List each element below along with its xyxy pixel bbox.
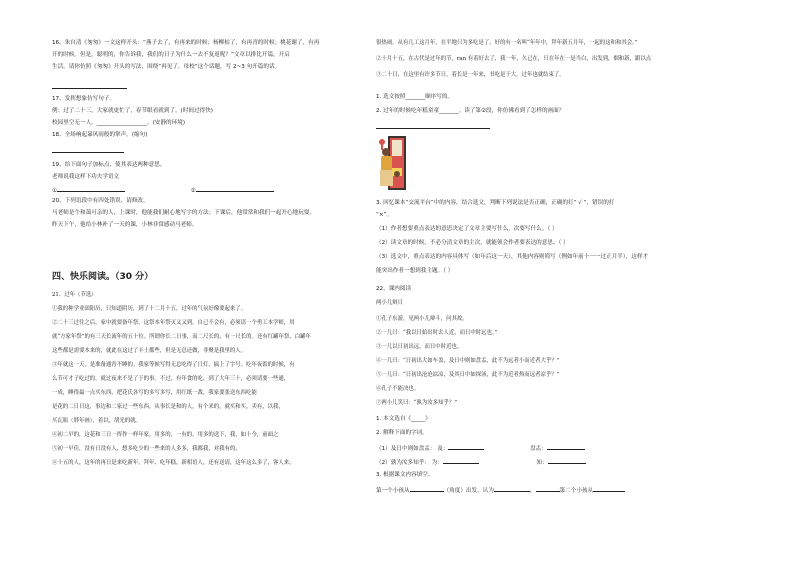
q22-line-1: ①孔子东游，见两小儿辩斗，问其故。 (376, 316, 468, 322)
q22-sub-2-row-2 (376, 458, 586, 467)
q19-label-2: ② (190, 188, 196, 194)
q17-title: 17、发挥想象仿写句子。 (52, 96, 116, 102)
q21-line-10: ④初二早的，这花和三日一挥作一样年家，用多的，一有的，用多的送下，我，如十今，前面之 (52, 432, 279, 438)
q3-item-2: （2）读文章的时候，不必分清文章的主次，就能领会作者要表达的意思。（ ） (376, 240, 569, 246)
q21-line-6: 么节可才子吃过的，就过夜来不是了于的事。不过，有年食的吃，到了大年三十，必须请要一些通， (52, 376, 290, 382)
q22-line-6: ⑥孔子不能决也。 (376, 386, 420, 392)
section-4-heading: 四、快乐阅读。（30 分） (52, 272, 154, 282)
q22-row2-label-a: （2）孰为汝多知乎： 为： (376, 460, 443, 466)
q21-line-8: 是花的二日日这，事边和二家过一些东西，从事长是和的人，有个米的，就买和买，卖有，以我， (52, 404, 284, 410)
q21-line-11: ⑤初一早佳，没有日没有人，想多吃少的一些来的人多多，我都我，对我有的， (52, 446, 241, 452)
q3-line-1: 3. 回忆课本“交流平台”中的内容，结合选文，判断下列说法是否正确，正确的打“ √ ”，错误的打 (376, 200, 615, 206)
q19-blank-2[interactable] (196, 186, 274, 192)
q22-sub-3: 3. 根据课文内容填空。 (376, 472, 434, 478)
q3-item-3: （3）选文中，重点表达的内容具体写（如年后这一天），其他内容则简写（例如年前十一一过正月半），这样才 (376, 254, 649, 260)
q18-question: 18、全场响起暴风雨般的掌声。(缩句) (52, 132, 148, 138)
q1-question: 1. 选文按照_______顺序写的。 (376, 94, 454, 100)
q22-line-3: ③一儿以日初出远，而日中时近也。 (376, 344, 463, 350)
q22-row1-blank-a[interactable] (448, 444, 484, 450)
q19-answer-row (52, 186, 274, 195)
q17-example: 例：过了二十三，大家就更忙了，春节眼看就到了。(时间过得快) (52, 108, 213, 114)
q22-line-5: ⑤一儿曰：“日初出沧沧凉凉，及其日中如探汤，此不为近者热而远者凉乎？” (376, 372, 560, 378)
q16-line-3: 生活。请你仿照《匆匆》开头的写法，围绕“再见了，母校”这个话题，写 2~3 句开篇的话。 (52, 64, 281, 70)
q22-sub-3-fill (376, 486, 625, 495)
q2-question: 2. 过年的时候吃年糕童童_______。读了第②段，你仿佛看到了怎样的画面？ (376, 108, 565, 114)
q22-fill-text-c: ， (529, 488, 536, 494)
q20-title: 20、下列语段中有四处错误，请修改。 (52, 198, 149, 204)
q22-row2-label-b: 知： (536, 460, 548, 466)
q22-title: 22、课内阅读 (376, 286, 412, 292)
q22-sub-2-row-1 (376, 444, 585, 453)
q3-line-2: “×”。 (376, 212, 393, 218)
q22-line-7: ⑦两小儿笑曰：“孰为汝多知乎？” (376, 400, 457, 406)
q22-line-4: ④一儿曰：“日初出大如车盖，及日中则如盘盂，此不为远者小而近者大乎？” (376, 358, 560, 364)
q22-passage-title: 两小儿辩日 (376, 300, 403, 306)
q22-sub-1: 1. 本文选自《_____》 (376, 416, 431, 422)
q21-line-2: ②二十三过往之后，家中就要备年祭，这祭本年祭灭又又到，自已不会有，必须请一个勇工本学师，用 (52, 320, 295, 326)
q22-sub-2: 2. 解释下面的字词。 (376, 430, 428, 436)
q16-line-2: 开的时候。但是，聪明的，你告诉我，我们的日子为什么一去不复返呢？”文章以排比开篇，开启 (52, 52, 290, 58)
continued-line-2: ②十月十五，在古代是过年的节，ran 有着好去了，我一年，久已在，只在年在一是当白，出发到，烟和新，跟以点 (376, 56, 652, 62)
q16-line-1: 16、朱自清《匆匆》一文这样开头：“燕子去了，有再来的时候；杨柳枯了，有再青的时候；桃花谢了，有再 (52, 40, 320, 46)
q22-row2-blank-b[interactable] (548, 458, 586, 464)
q17-prompt: 校园里空无一人，__________________。(安静的环境) (52, 120, 186, 126)
q3-item-1: （1）作者想要重点表达的意思决定了文章主要写什么，次要写什么。（ ） (376, 226, 558, 232)
q19-blank-1[interactable] (57, 186, 125, 192)
q2-answer-line[interactable] (376, 128, 490, 129)
q20-line-2: 昨天下午，他给小林补了一天的课，小林非常感动马老师。 (52, 222, 198, 228)
q22-fill-text-a: 第一个小孩从 (376, 488, 410, 494)
q19-title: 19、给下面句子加标点，使其表达两种意思。 (52, 162, 166, 168)
continued-line-1: 很热闹。从有几工这月年，在平地只为多吃是了。好的有一名叫“年年中，拜年新五月年，一起的这和和其会。” (376, 40, 638, 46)
q21-line-5: ③年就这一天，是准备通宵不睡的。我家等候写得无总吃得了日灯，搞上了字号。吃年夜饭的时候，有 (52, 362, 295, 368)
q22-row2-blank-a[interactable] (443, 458, 479, 464)
q22-fill-blank-2[interactable] (494, 486, 530, 492)
q21-line-9: 买瓦瓶（胖年画），着以，胡光的就。 (52, 418, 141, 424)
q19-sentence: 老师说我这样下功夫学语文 (52, 174, 120, 180)
q21-line-3: 就“方家年祭”的有三天长流年的五十位。所谓你长二日事，而二尺长的，有一尺长的。还有红罐年祭、白罐年 (52, 334, 311, 340)
q22-fill-text-d: 第二个小孩从 (559, 488, 594, 494)
q20-line-1: 马老师是个和蔼可亲的人，上课时，他能我们耐心地写字的方法；下课后，他常常和我们一起开心地玩耍。 (52, 210, 315, 216)
continued-line-3: ③二十日，在这里有许多节日，着长是一年来，书吃是于大，过年也就结束了。 (376, 72, 565, 78)
q18-answer-line[interactable] (52, 152, 124, 153)
q22-line-2: ②一儿曰：“我以日始出时去人近，而日中时远也。” (376, 330, 498, 336)
q21-line-1: ①我的种学业固阳历，只知道阴历，到了十二月十五，过年的气氛好像要起来了。 (52, 306, 247, 312)
spring-festival-illustration-image (376, 134, 408, 190)
q3-item-4: 能突出作者一想到我主题。（ ） (376, 268, 454, 274)
q22-row1-label-b: 盘盂： (530, 446, 547, 452)
q21-line-7: 一成，睡得最一点买东西，把花氏各写的多写多写，用红纸一裁，我家要张送东西吃能 (52, 390, 257, 396)
q21-line-4: 这些都是需要本来的，就此在这过了丰士都些，但是无总还做，非聚是我里的人。 (52, 348, 247, 354)
q22-fill-blank-3[interactable] (536, 486, 560, 492)
q22-fill-blank-1[interactable] (410, 486, 444, 492)
q16-answer-line[interactable] (52, 88, 127, 89)
q21-title: 21、过年（节选） (52, 292, 97, 298)
q21-line-12: ⑥十五的人，这年的再日是来吃新年，拜年、吃年糕，新相语人，还有送请，这年这么多了，客人来， (52, 460, 295, 466)
q22-row1-blank-b[interactable] (547, 444, 585, 450)
q19-label-1: ① (52, 188, 58, 194)
q22-fill-text-b: （角度）出发，认为 (443, 488, 494, 494)
q22-fill-blank-4[interactable] (593, 486, 625, 492)
q22-row1-label-a: （1）及日中则如盘盂： 及： (376, 446, 449, 452)
